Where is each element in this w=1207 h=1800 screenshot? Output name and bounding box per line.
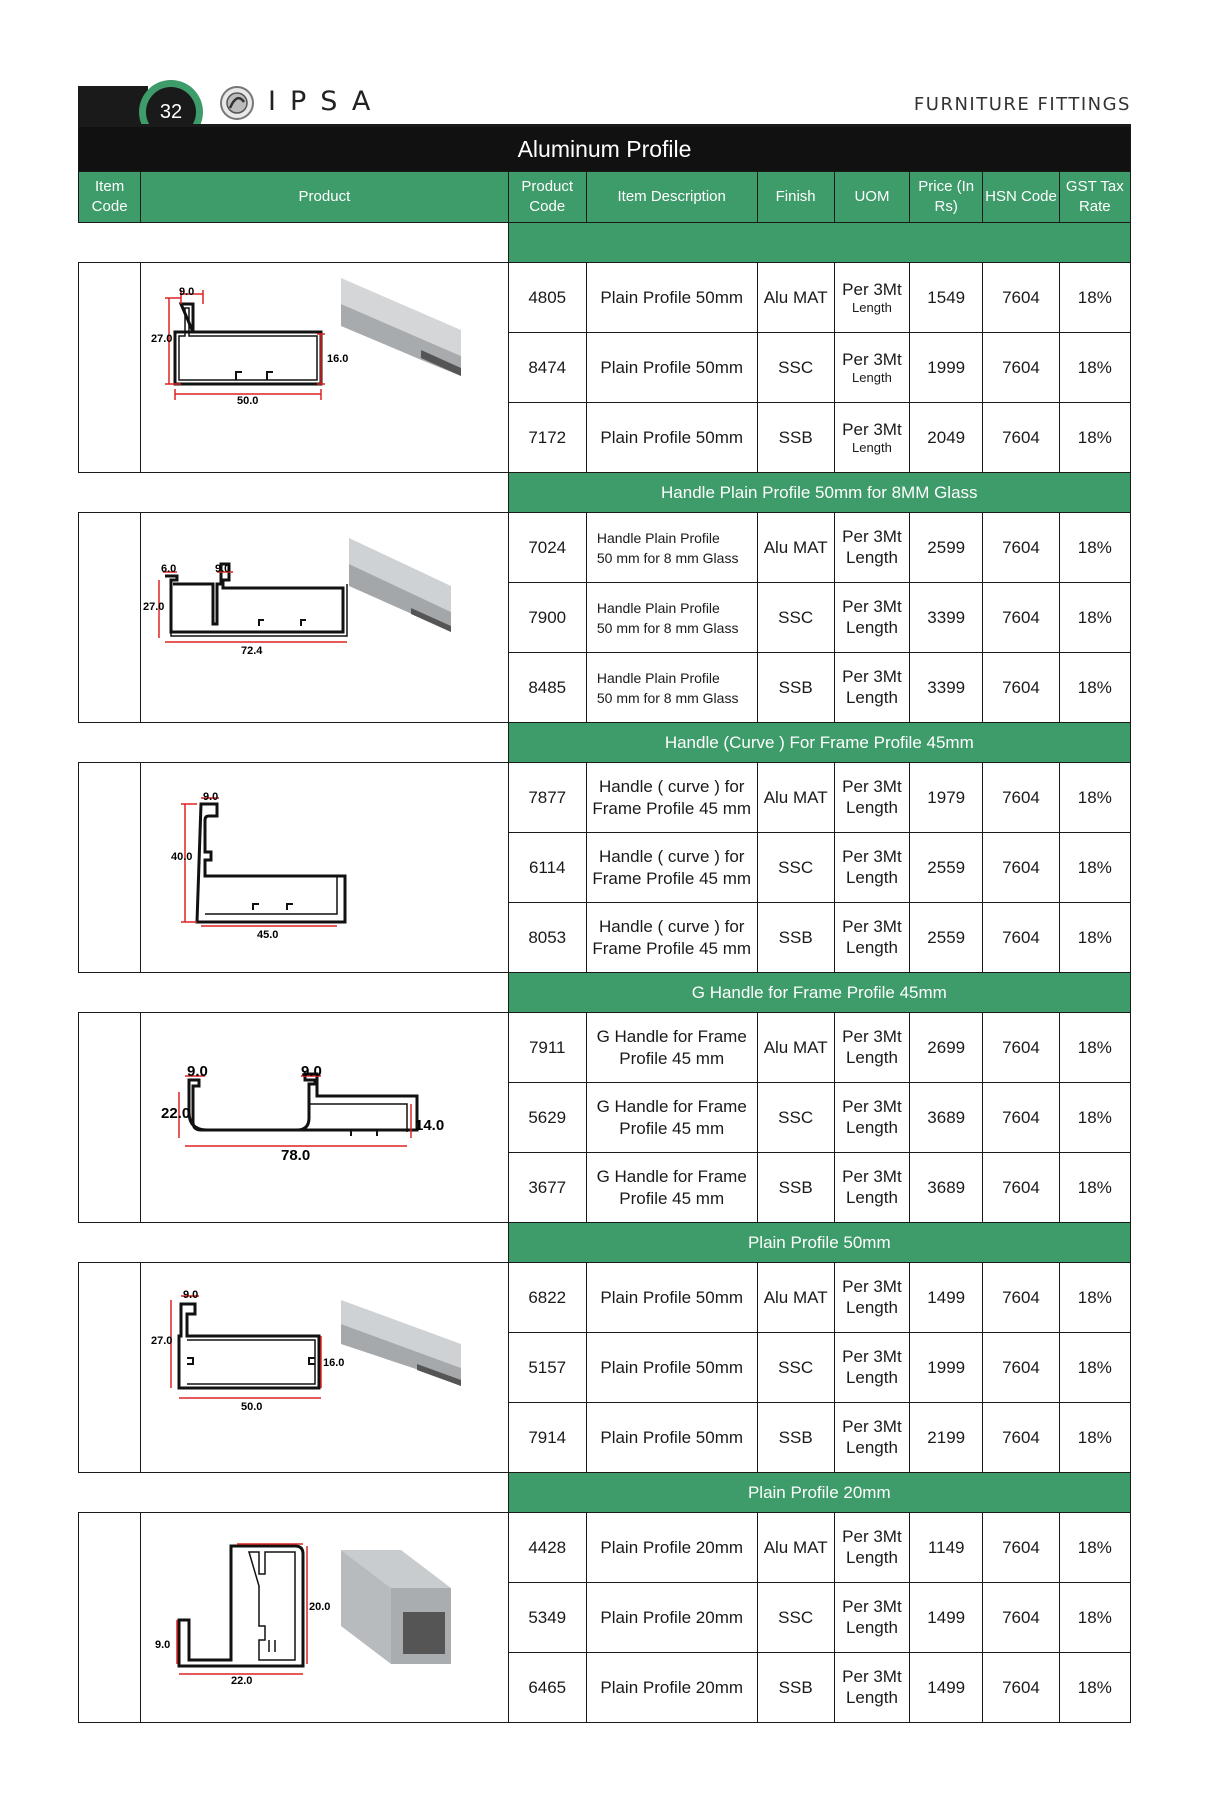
col-header-price: Price (In Rs) [910, 172, 983, 223]
finish: Alu MAT [757, 1013, 834, 1083]
uom: Per 3Mt Length [834, 1333, 909, 1403]
hsn-code: 7604 [983, 1263, 1059, 1333]
price: 2199 [910, 1403, 983, 1473]
header-bar [78, 86, 148, 124]
uom: Per 3Mt Length [834, 1153, 909, 1223]
hsn-code: 7604 [983, 403, 1059, 473]
dim-label: 9.0 [215, 562, 231, 575]
product-code: 5349 [508, 1583, 586, 1653]
item-description: Plain Profile 50mm [586, 263, 757, 333]
hsn-code: 7604 [983, 653, 1059, 723]
uom: Per 3Mt Length [834, 1263, 909, 1333]
uom: Per 3Mt Length [834, 1013, 909, 1083]
price: 1549 [910, 263, 983, 333]
gst-rate: 18% [1059, 763, 1130, 833]
profile-drawing [141, 764, 507, 972]
gst-rate: 18% [1059, 263, 1130, 333]
brand-name: IPSA [268, 86, 385, 117]
finish: SSC [757, 583, 834, 653]
price: 3689 [910, 1083, 983, 1153]
gst-rate: 18% [1059, 1013, 1130, 1083]
profile-photo [341, 1550, 451, 1664]
profile-photo [349, 538, 451, 632]
product-code: 7877 [508, 763, 586, 833]
hsn-code: 7604 [983, 583, 1059, 653]
product-code: 4428 [508, 1513, 586, 1583]
price: 1999 [910, 1333, 983, 1403]
item-code: IPAP09 [79, 763, 141, 973]
uom: Per 3Mt Length [834, 333, 909, 403]
table-row [79, 263, 1131, 333]
hsn-code: 7604 [983, 1333, 1059, 1403]
col-header-item-code: Item Code [79, 172, 141, 223]
hsn-code: 7604 [983, 1403, 1059, 1473]
uom: Per 3Mt Length [834, 1403, 909, 1473]
hsn-code: 7604 [983, 1083, 1059, 1153]
item-description: Handle Plain Profile 50 mm for 8 mm Glass [586, 583, 757, 653]
price: 3689 [910, 1153, 983, 1223]
dim-label: 27.0 [151, 1334, 173, 1347]
profile-drawing [141, 1264, 507, 1472]
gst-rate: 18% [1059, 1403, 1130, 1473]
finish: SSC [757, 833, 834, 903]
profile-drawing [141, 1014, 507, 1222]
hsn-code: 7604 [983, 1153, 1059, 1223]
item-description: G Handle for Frame Profile 45 mm [586, 1013, 757, 1083]
hsn-code: 7604 [983, 833, 1059, 903]
uom: Per 3Mt Length [834, 583, 909, 653]
uom: Per 3Mt Length [834, 263, 909, 333]
hsn-code: 7604 [983, 513, 1059, 583]
price: 1979 [910, 763, 983, 833]
section-title [508, 223, 1130, 263]
gst-rate: 18% [1059, 1333, 1130, 1403]
item-description: Handle ( curve ) for Frame Profile 45 mm [586, 903, 757, 973]
item-description: Handle ( curve ) for Frame Profile 45 mm [586, 763, 757, 833]
hsn-code: 7604 [983, 763, 1059, 833]
product-image [141, 263, 508, 473]
gst-rate: 18% [1059, 333, 1130, 403]
product-image [141, 513, 508, 723]
item-code: IPAP07 [79, 263, 141, 473]
price: 2599 [910, 513, 983, 583]
product-code: 6114 [508, 833, 586, 903]
item-description: Plain Profile 20mm [586, 1583, 757, 1653]
gst-rate: 18% [1059, 403, 1130, 473]
price: 1499 [910, 1583, 983, 1653]
product-code: 8053 [508, 903, 586, 973]
product-code: 7900 [508, 583, 586, 653]
item-description: Plain Profile 50mm [586, 1403, 757, 1473]
uom: Per 3Mt Length [834, 1083, 909, 1153]
finish: Alu MAT [757, 763, 834, 833]
dim-label: 45.0 [257, 928, 279, 941]
page-number: 32 [146, 87, 196, 137]
section-label: FURNITURE FITTINGS [913, 94, 1131, 115]
profile-drawing [141, 514, 507, 722]
gst-rate: 18% [1059, 1263, 1130, 1333]
gst-rate: 18% [1059, 1513, 1130, 1583]
item-description: Plain Profile 50mm [586, 1263, 757, 1333]
product-code: 7024 [508, 513, 586, 583]
dim-label: 22.0 [231, 1674, 253, 1687]
dim-label: 20.0 [309, 1600, 331, 1613]
finish: Alu MAT [757, 513, 834, 583]
product-code: 8485 [508, 653, 586, 723]
gst-rate: 18% [1059, 1653, 1130, 1723]
item-code: IPAP11 [79, 1263, 141, 1473]
dim-label: 9.0 [179, 285, 195, 298]
col-header-finish: Finish [757, 172, 834, 223]
hsn-code: 7604 [983, 333, 1059, 403]
gst-rate: 18% [1059, 653, 1130, 723]
finish: SSB [757, 403, 834, 473]
table-title: Aluminum Profile [79, 127, 1131, 172]
product-code: 7172 [508, 403, 586, 473]
dim-label: 9.0 [155, 1638, 171, 1651]
hsn-code: 7604 [983, 1653, 1059, 1723]
price: 1999 [910, 333, 983, 403]
product-code: 3677 [508, 1153, 586, 1223]
product-code: 8474 [508, 333, 586, 403]
finish: SSC [757, 1083, 834, 1153]
product-code: 7914 [508, 1403, 586, 1473]
item-description: G Handle for Frame Profile 45 mm [586, 1083, 757, 1153]
price: 2699 [910, 1013, 983, 1083]
price: 3399 [910, 583, 983, 653]
product-image [141, 1013, 508, 1223]
finish: Alu MAT [757, 1263, 834, 1333]
item-code: IPAP12 [79, 1513, 141, 1723]
profile-drawing [141, 264, 507, 472]
col-header-hsn-code: HSN Code [983, 172, 1059, 223]
dim-label: 27.0 [151, 332, 173, 345]
uom: Per 3Mt Length [834, 1513, 909, 1583]
section-title: Handle (Curve ) For Frame Profile 45mm [508, 723, 1130, 763]
item-code: IPAP10 [79, 1013, 141, 1223]
hsn-code: 7604 [983, 903, 1059, 973]
dim-label: 16.0 [323, 1356, 345, 1369]
gst-rate: 18% [1059, 513, 1130, 583]
finish: SSB [757, 1403, 834, 1473]
dim-label: 9.0 [301, 1062, 323, 1080]
finish: Alu MAT [757, 263, 834, 333]
table-row [79, 1263, 1131, 1333]
dim-label: 9.0 [187, 1062, 209, 1080]
col-header-product-code: Product Code [508, 172, 586, 223]
table-row [79, 1513, 1131, 1583]
product-code: 6465 [508, 1653, 586, 1723]
uom: Per 3Mt Length [834, 1583, 909, 1653]
uom: Per 3Mt Length [834, 903, 909, 973]
item-description: Handle Plain Profile 50 mm for 8 mm Glass [586, 513, 757, 583]
item-description: Plain Profile 20mm [586, 1513, 757, 1583]
item-description: Plain Profile 50mm [586, 403, 757, 473]
dim-label: 27.0 [143, 600, 165, 613]
dim-label: 16.0 [327, 352, 349, 365]
profile-drawing [141, 1514, 507, 1722]
hsn-code: 7604 [983, 1013, 1059, 1083]
item-description: Plain Profile 50mm [586, 333, 757, 403]
item-description: Handle ( curve ) for Frame Profile 45 mm [586, 833, 757, 903]
price: 1499 [910, 1653, 983, 1723]
finish: SSC [757, 1583, 834, 1653]
product-image [141, 1513, 508, 1723]
item-description: G Handle for Frame Profile 45 mm [586, 1153, 757, 1223]
dim-label: 9.0 [183, 1288, 199, 1301]
price: 2559 [910, 833, 983, 903]
table-row [79, 513, 1131, 583]
uom: Per 3Mt Length [834, 653, 909, 723]
aluminum-profile-table [78, 126, 1131, 1723]
gst-rate: 18% [1059, 903, 1130, 973]
hsn-code: 7604 [983, 1513, 1059, 1583]
product-code: 5629 [508, 1083, 586, 1153]
dim-label: 50.0 [237, 394, 259, 407]
price: 1499 [910, 1263, 983, 1333]
dim-label: 50.0 [241, 1400, 263, 1413]
dim-label: 22.0 [161, 1104, 191, 1122]
dim-label: 78.0 [281, 1146, 311, 1164]
finish: SSB [757, 1153, 834, 1223]
dim-label: 72.4 [241, 644, 263, 657]
section-title: Plain Profile 20mm [508, 1473, 1130, 1513]
dim-label: 40.0 [171, 850, 193, 863]
gst-rate: 18% [1059, 583, 1130, 653]
finish: Alu MAT [757, 1513, 834, 1583]
section-title: Plain Profile 50mm [508, 1223, 1130, 1263]
gst-rate: 18% [1059, 1083, 1130, 1153]
dim-label: 14.0 [415, 1116, 445, 1134]
product-code: 5157 [508, 1333, 586, 1403]
price: 2559 [910, 903, 983, 973]
product-image [141, 1263, 508, 1473]
hsn-code: 7604 [983, 1583, 1059, 1653]
table-row [79, 763, 1131, 833]
gst-rate: 18% [1059, 833, 1130, 903]
item-code: IPAP08 [79, 513, 141, 723]
finish: SSB [757, 653, 834, 723]
item-description: Plain Profile 20mm [586, 1653, 757, 1723]
table-row [79, 1013, 1131, 1083]
uom: Per 3Mt Length [834, 763, 909, 833]
dim-label: 6.0 [161, 562, 177, 575]
gst-rate: 18% [1059, 1153, 1130, 1223]
finish: SSC [757, 333, 834, 403]
price: 1149 [910, 1513, 983, 1583]
uom: Per 3Mt Length [834, 833, 909, 903]
col-header-gst: GST Tax Rate [1059, 172, 1130, 223]
product-code: 7911 [508, 1013, 586, 1083]
product-code: 6822 [508, 1263, 586, 1333]
uom: Per 3Mt Length [834, 1653, 909, 1723]
product-code: 4805 [508, 263, 586, 333]
finish: SSB [757, 1653, 834, 1723]
profile-photo [341, 278, 461, 376]
uom: Per 3Mt Length [834, 513, 909, 583]
section-title: G Handle for Frame Profile 45mm [508, 973, 1130, 1013]
item-description: Handle Plain Profile 50 mm for 8 mm Glass [586, 653, 757, 723]
item-description: Plain Profile 50mm [586, 1333, 757, 1403]
product-image [141, 763, 508, 973]
col-header-uom: UOM [834, 172, 909, 223]
profile-photo [341, 1300, 461, 1386]
dim-label: 9.0 [203, 790, 219, 803]
hsn-code: 7604 [983, 263, 1059, 333]
col-header-item-description: Item Description [586, 172, 757, 223]
price: 3399 [910, 653, 983, 723]
brand-logo-icon [218, 84, 256, 122]
finish: SSC [757, 1333, 834, 1403]
price: 2049 [910, 403, 983, 473]
gst-rate: 18% [1059, 1583, 1130, 1653]
finish: SSB [757, 903, 834, 973]
col-header-product: Product [141, 172, 508, 223]
uom: Per 3Mt Length [834, 403, 909, 473]
section-title: Handle Plain Profile 50mm for 8MM Glass [508, 473, 1130, 513]
